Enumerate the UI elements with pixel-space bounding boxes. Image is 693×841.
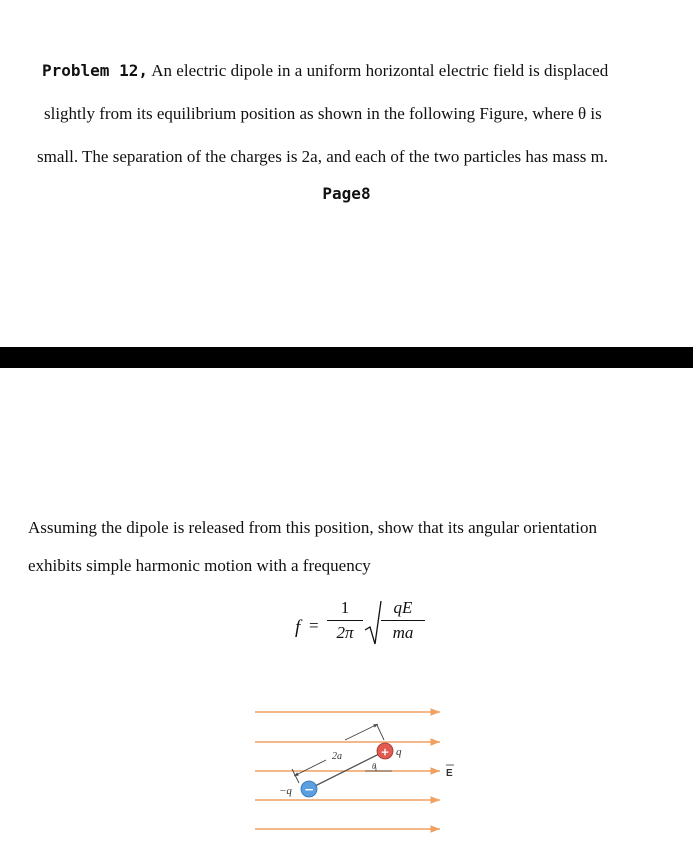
question-line-2: exhibits simple harmonic motion with a frequency [28, 556, 371, 575]
pos-charge-label: q [396, 746, 402, 758]
problem-line-3: small. The separation of the charges is 2a, and each of the two particles has mass m. [37, 147, 609, 166]
problem-text-1: An electric dipole in a uniform horizontal electric field is displaced [151, 61, 609, 80]
formula-frac-den: 2π [336, 623, 354, 642]
question-line-1: Assuming the dipole is released from this position, show that its angular orientation [28, 518, 597, 537]
formula-equals: = [309, 616, 319, 635]
tick-line [377, 725, 384, 740]
formula-root-num: qE [393, 598, 413, 617]
minus-sign: − [303, 782, 315, 797]
separation-label: 2a [332, 751, 342, 762]
separation-arrow [345, 724, 378, 740]
field-label: E [446, 768, 453, 779]
angle-label: θ [372, 762, 376, 771]
formula-root-den: ma [392, 623, 414, 642]
plus-sign: + [380, 745, 390, 759]
separation-arrow [294, 760, 326, 776]
formula-frac-num: 1 [340, 598, 350, 617]
neg-charge-label: −q [279, 785, 292, 797]
page-label: Page8 [322, 184, 371, 203]
problem-line-2: slightly from its equilibrium position as shown in the following Figure, where θ is [44, 104, 602, 123]
formula-lhs: f [295, 617, 301, 638]
problem-heading: Problem 12, [42, 61, 148, 80]
